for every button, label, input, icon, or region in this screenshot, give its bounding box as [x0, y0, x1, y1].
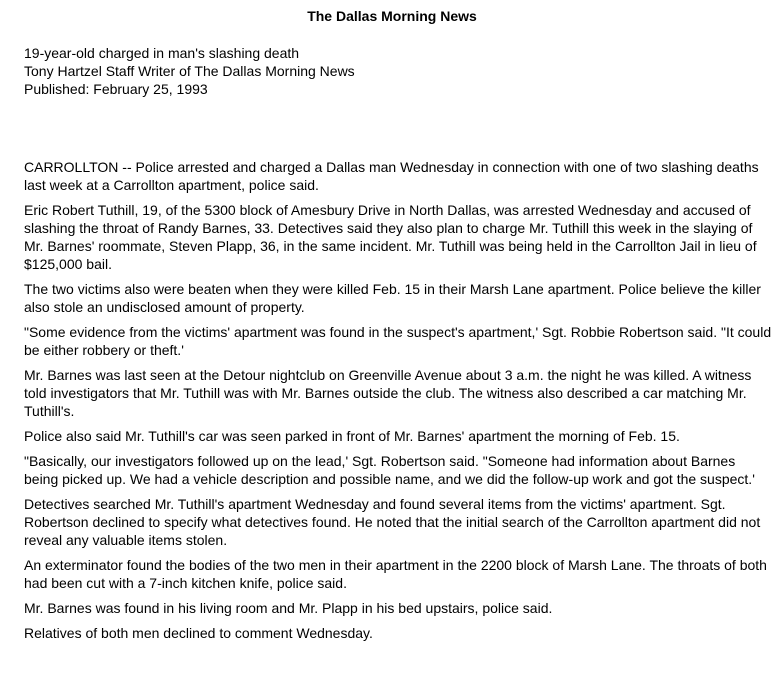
- paragraph: "Some evidence from the victims' apartment was found in the suspect's apartment,' Sgt. Robbie Robertson said. "It could be either robbery or theft.': [24, 324, 772, 358]
- paragraph: Relatives of both men declined to comment Wednesday.: [24, 625, 373, 641]
- article-header: [24, 44, 355, 98]
- paragraph: Detectives searched Mr. Tuthill's apartment Wednesday and found several items from the victims' apartment. Sgt. Robertson declined to specify what detectives found. He noted that the initial search of the Carrollton apartment did not reveal any valuable items stolen.: [24, 496, 761, 548]
- publish-date: Published: February 25, 1993: [24, 81, 208, 97]
- paragraph: CARROLLTON -- Police arrested and charged a Dallas man Wednesday in connection with one of two slashing deaths last week at a Carrollton apartment, police said.: [24, 159, 759, 193]
- masthead: The Dallas Morning News: [307, 8, 477, 24]
- paragraph: Mr. Barnes was last seen at the Detour nightclub on Greenville Avenue about 3 a.m. the night he was killed. A witness told investigators that Mr. Tuthill was with Mr. Barnes outside the club. The witness also described a car matching Mr. Tuthill's.: [24, 367, 752, 419]
- paragraph: "Basically, our investigators followed up on the lead,' Sgt. Robertson said. "Someone had information about Barnes being picked up. We had a vehicle description and possible name, and we did the follow-up work and got the suspect.': [24, 453, 755, 487]
- paragraph: An exterminator found the bodies of the two men in their apartment in the 2200 block of Marsh Lane. The throats of both had been cut with a 7-inch kitchen knife, police said.: [24, 557, 767, 591]
- paragraph: Mr. Barnes was found in his living room and Mr. Plapp in his bed upstairs, police said.: [24, 600, 553, 616]
- article-body: [24, 158, 772, 649]
- headline: 19-year-old charged in man's slashing death: [24, 45, 300, 61]
- paragraph: The two victims also were beaten when they were killed Feb. 15 in their Marsh Lane apartment. Police believe the killer also stole an undisclosed amount of property.: [24, 281, 761, 315]
- paragraph: Police also said Mr. Tuthill's car was seen parked in front of Mr. Barnes' apartment the morning of Feb. 15.: [24, 428, 680, 444]
- byline: Tony Hartzel Staff Writer of The Dallas Morning News: [24, 63, 355, 79]
- paragraph: Eric Robert Tuthill, 19, of the 5300 block of Amesbury Drive in North Dallas, was arrested Wednesday and accused of slashing the throat of Randy Barnes, 33. Detectives said they also plan to charge Mr. Tuthill this week in the slaying of Mr. Barnes' roommate, Steven Plapp, 36, in the same incident. Mr. Tuthill was being held in the Carrollton Jail in lieu of $125,000 bail.: [24, 202, 757, 272]
